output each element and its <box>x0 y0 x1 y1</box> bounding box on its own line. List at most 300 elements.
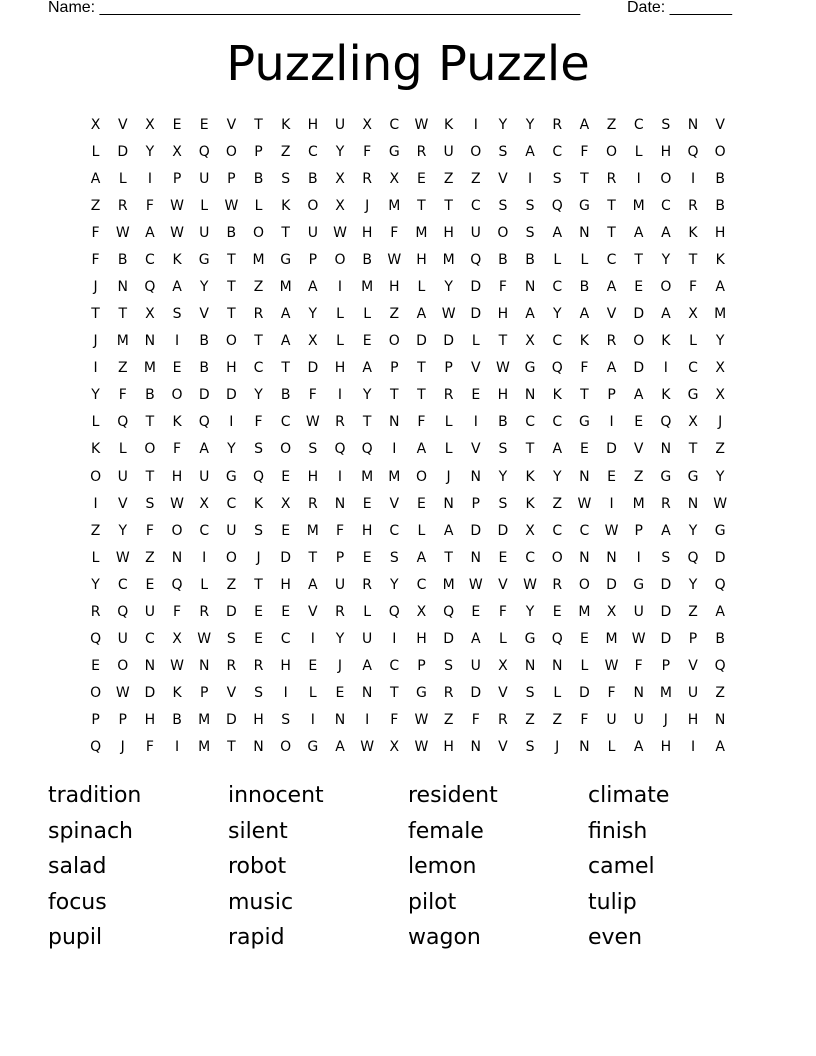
grid-letter: L <box>200 576 209 593</box>
grid-letter: K <box>90 441 101 458</box>
grid-letter: N <box>334 712 346 729</box>
grid-letter: D <box>280 549 292 566</box>
grid-letter: W <box>305 414 320 431</box>
word-list <box>48 778 768 956</box>
grid-letter: J <box>93 279 98 295</box>
grid-letter: B <box>145 387 155 404</box>
grid-letter: S <box>254 685 263 702</box>
grid-letter: E <box>417 495 426 512</box>
grid-letter: Q <box>117 603 129 620</box>
grid-letter: W <box>713 495 728 512</box>
grid-letter: I <box>310 712 315 729</box>
grid-letter: B <box>172 712 182 729</box>
grid-letter: K <box>525 468 535 485</box>
word-list-item: tradition <box>48 783 142 808</box>
grid-letter: F <box>91 251 100 268</box>
grid-letter: A <box>199 441 209 458</box>
grid-letter: D <box>470 685 482 702</box>
grid-letter: B <box>498 251 508 268</box>
grid-letter: I <box>93 495 98 512</box>
grid-letter: O <box>388 333 400 350</box>
grid-letter: C <box>389 116 400 133</box>
grid-letter: T <box>308 549 318 566</box>
grid-letter: Y <box>688 576 698 593</box>
grid-letter: M <box>605 631 618 648</box>
grid-letter: S <box>661 116 671 133</box>
grid-letter: C <box>226 495 237 512</box>
grid-letter: N <box>687 495 699 512</box>
grid-letter: M <box>361 468 374 485</box>
grid-letter: M <box>252 251 265 268</box>
grid-letter: C <box>307 143 318 160</box>
grid-letter: P <box>471 495 480 512</box>
grid-letter: J <box>93 333 98 350</box>
grid-letter: Y <box>390 576 399 593</box>
grid-letter: T <box>417 197 426 214</box>
grid-letter: P <box>308 251 318 268</box>
grid-letter: K <box>579 333 589 350</box>
grid-letter: R <box>688 197 698 214</box>
grid-letter: A <box>308 576 318 593</box>
grid-letter: Y <box>145 143 155 160</box>
grid-letter: Q <box>551 631 563 648</box>
grid-letter: Q <box>198 414 210 431</box>
grid-letter: A <box>715 603 725 620</box>
grid-letter: E <box>471 387 481 404</box>
grid-letter: B <box>199 333 209 350</box>
grid-letter: J <box>555 739 560 756</box>
grid-letter: E <box>308 658 318 675</box>
grid-letter: D <box>660 603 672 620</box>
grid-letter: N <box>361 685 373 702</box>
grid-letter: W <box>170 658 184 675</box>
grid-letter: T <box>145 414 155 431</box>
grid-letter: T <box>390 387 399 404</box>
grid-letter: T <box>118 306 128 323</box>
grid-letter: E <box>607 468 616 485</box>
grid-letter: A <box>525 306 535 323</box>
grid-letter: Q <box>443 603 455 620</box>
grid-letter: H <box>361 522 373 539</box>
grid-letter: Z <box>145 549 155 566</box>
grid-letter: E <box>471 603 481 620</box>
grid-letter: M <box>198 712 211 729</box>
grid-letter: A <box>715 279 725 295</box>
grid-letter: Q <box>198 143 210 160</box>
grid-letter: Q <box>470 251 482 268</box>
grid-letter: C <box>389 522 400 539</box>
grid-letter: T <box>227 739 236 756</box>
grid-letter: T <box>580 170 589 187</box>
grid-letter: R <box>90 603 101 620</box>
grid-letter: O <box>307 197 319 214</box>
grid-letter: S <box>145 495 155 512</box>
grid-letter: I <box>365 712 370 729</box>
grid-letter: S <box>498 495 508 512</box>
grid-letter: W <box>414 739 429 756</box>
grid-letter: G <box>687 468 699 485</box>
grid-letter: D <box>416 333 427 350</box>
grid-letter: D <box>606 576 617 593</box>
grid-letter: I <box>337 468 343 485</box>
grid-letter: W <box>224 197 239 214</box>
grid-letter: R <box>253 306 264 323</box>
grid-letter: C <box>552 333 563 350</box>
grid-letter: G <box>388 143 400 160</box>
grid-letter: P <box>607 387 616 404</box>
grid-letter: L <box>200 197 209 214</box>
grid-letter: I <box>473 116 478 133</box>
grid-letter: G <box>225 468 237 485</box>
grid-letter: W <box>631 631 646 648</box>
grid-letter: G <box>578 197 590 214</box>
grid-letter: U <box>117 631 128 648</box>
grid-letter: C <box>552 414 563 431</box>
grid-letter: Q <box>388 603 400 620</box>
grid-letter: Z <box>280 143 291 160</box>
grid-letter: Z <box>552 712 563 729</box>
grid-letter: Q <box>90 739 102 756</box>
grid-letter: Q <box>714 576 726 593</box>
grid-letter: J <box>120 739 125 756</box>
grid-letter: D <box>660 576 672 593</box>
grid-letter: V <box>633 441 644 458</box>
grid-letter: C <box>416 576 427 593</box>
grid-letter: L <box>336 333 344 350</box>
grid-letter: B <box>579 279 590 295</box>
grid-letter: I <box>310 631 315 648</box>
grid-letter: S <box>281 170 291 187</box>
grid-letter: X <box>525 333 535 350</box>
word-list-item: music <box>228 889 294 915</box>
grid-letter: M <box>361 279 374 295</box>
grid-letter: W <box>170 197 184 214</box>
grid-letter: N <box>117 279 128 295</box>
grid-letter: L <box>118 170 127 187</box>
grid-letter: V <box>226 116 237 133</box>
grid-letter: Q <box>687 549 699 566</box>
grid-letter: A <box>552 224 563 241</box>
grid-letter: Y <box>444 279 453 295</box>
grid-letter: Y <box>335 631 345 648</box>
grid-letter: G <box>687 387 699 404</box>
grid-letter: B <box>525 251 535 268</box>
grid-letter: F <box>308 387 317 404</box>
grid-letter: L <box>580 658 589 675</box>
date-field[interactable]: Date: _______ <box>627 0 732 16</box>
grid-letter: M <box>415 224 428 241</box>
grid-letter: O <box>280 739 292 756</box>
grid-letter: K <box>172 251 182 268</box>
grid-letter: N <box>579 224 590 241</box>
grid-letter: D <box>225 387 237 404</box>
grid-letter: F <box>688 279 698 295</box>
grid-letter: F <box>390 224 399 241</box>
grid-letter: N <box>253 739 264 756</box>
grid-letter: H <box>280 658 291 675</box>
grid-letter: B <box>715 197 725 214</box>
grid-letter: T <box>254 116 263 133</box>
grid-letter: W <box>604 522 619 539</box>
grid-letter: Y <box>715 333 725 350</box>
grid-letter: N <box>334 495 346 512</box>
grid-letter: O <box>144 441 156 458</box>
grid-letter: V <box>498 685 508 702</box>
grid-letter: Z <box>443 712 454 729</box>
grid-letter: I <box>202 549 207 566</box>
grid-letter: X <box>688 306 698 323</box>
letter-grid <box>82 111 734 761</box>
grid-letter: S <box>254 522 263 539</box>
grid-letter: M <box>143 360 156 377</box>
grid-letter: A <box>633 387 644 404</box>
grid-letter: T <box>688 251 698 268</box>
grid-letter: H <box>307 468 319 485</box>
grid-letter: X <box>308 333 318 350</box>
grid-letter: N <box>633 685 644 702</box>
grid-letter: N <box>606 549 617 566</box>
grid-letter: F <box>498 279 507 295</box>
grid-letter: N <box>144 333 156 350</box>
grid-letter: V <box>389 495 400 512</box>
grid-letter: Y <box>498 468 508 485</box>
grid-letter: L <box>553 251 562 268</box>
grid-letter: R <box>498 712 508 729</box>
grid-letter: A <box>362 658 372 675</box>
grid-letter: S <box>661 549 671 566</box>
grid-letter: W <box>414 712 429 729</box>
grid-letter: L <box>607 739 616 756</box>
grid-letter: E <box>498 549 508 566</box>
grid-letter: F <box>607 685 616 702</box>
grid-letter: C <box>145 251 155 268</box>
grid-letter: C <box>199 522 210 539</box>
grid-letter: D <box>660 631 672 648</box>
grid-letter: W <box>197 631 212 648</box>
grid-letter: W <box>333 224 347 241</box>
grid-letter: S <box>525 224 535 241</box>
grid-letter: S <box>498 197 508 214</box>
grid-letter: U <box>470 658 481 675</box>
grid-letter: U <box>199 468 210 485</box>
grid-letter: E <box>145 576 155 593</box>
grid-letter: A <box>470 631 481 648</box>
grid-letter: R <box>443 387 454 404</box>
grid-letter: E <box>634 414 644 431</box>
grid-letter: Z <box>715 685 725 702</box>
grid-letter: K <box>688 224 698 241</box>
grid-letter: A <box>525 143 535 160</box>
grid-letter: M <box>388 197 401 214</box>
grid-letter: O <box>660 279 672 295</box>
grid-letter: U <box>117 468 128 485</box>
word-list-item: climate <box>588 783 670 808</box>
grid-letter: Q <box>551 360 563 377</box>
grid-letter: L <box>444 414 453 431</box>
grid-letter: S <box>525 685 535 702</box>
grid-letter: X <box>172 143 182 160</box>
grid-letter: Z <box>552 495 563 512</box>
grid-letter: G <box>198 251 210 268</box>
word-list-item: rapid <box>228 925 285 951</box>
grid-letter: Q <box>171 576 183 593</box>
grid-letter: B <box>117 251 128 268</box>
grid-letter: I <box>283 685 288 702</box>
grid-letter: Y <box>362 387 372 404</box>
grid-letter: Y <box>688 522 698 539</box>
grid-letter: U <box>226 522 237 539</box>
grid-letter: X <box>145 116 155 133</box>
grid-letter: N <box>443 495 454 512</box>
grid-letter: C <box>688 360 698 377</box>
grid-letter: O <box>253 224 265 241</box>
grid-letter: A <box>661 224 671 241</box>
grid-letter: V <box>498 170 508 187</box>
grid-letter: Q <box>551 197 563 214</box>
grid-letter: S <box>498 143 508 160</box>
grid-letter: D <box>633 360 645 377</box>
grid-letter: H <box>280 576 291 593</box>
grid-letter: I <box>636 549 641 566</box>
grid-letter: D <box>497 522 509 539</box>
grid-letter: W <box>468 576 483 593</box>
grid-letter: T <box>362 414 372 431</box>
grid-letter: J <box>663 712 668 729</box>
grid-letter: L <box>91 549 100 566</box>
grid-letter: Q <box>144 279 156 295</box>
name-field[interactable]: Name: ______________________________________________________ <box>48 0 581 16</box>
grid-letter: T <box>444 197 453 214</box>
grid-letter: L <box>444 441 453 458</box>
grid-letter: Z <box>688 603 698 620</box>
grid-letter: H <box>443 224 454 241</box>
grid-letter: Z <box>443 170 454 187</box>
grid-letter: O <box>117 658 129 675</box>
word-list-item: innocent <box>228 783 324 808</box>
grid-letter: O <box>225 333 237 350</box>
grid-letter: H <box>714 224 726 241</box>
grid-letter: L <box>308 685 317 702</box>
grid-letter: A <box>280 306 291 323</box>
grid-letter: X <box>416 603 427 620</box>
word-list-item: female <box>408 818 484 844</box>
grid-letter: D <box>117 143 129 160</box>
word-list-item: focus <box>48 889 107 915</box>
grid-letter: Q <box>660 414 672 431</box>
grid-letter: O <box>171 387 183 404</box>
grid-letter: V <box>226 685 237 702</box>
grid-letter: M <box>632 197 645 214</box>
grid-letter: E <box>335 685 345 702</box>
grid-letter: A <box>579 306 590 323</box>
grid-letter: R <box>606 170 617 187</box>
grid-letter: E <box>281 603 291 620</box>
grid-letter: N <box>551 658 563 675</box>
grid-letter: A <box>606 360 617 377</box>
grid-letter: T <box>254 576 263 593</box>
grid-letter: Z <box>470 170 481 187</box>
grid-letter: X <box>606 603 617 620</box>
grid-letter: K <box>253 495 264 512</box>
grid-letter: X <box>172 631 182 648</box>
word-list-item: silent <box>228 818 288 844</box>
grid-letter: D <box>443 333 454 350</box>
grid-letter: Z <box>715 441 725 458</box>
grid-letter: H <box>307 116 319 133</box>
grid-letter: K <box>281 197 291 214</box>
grid-letter: C <box>253 360 264 377</box>
grid-letter: N <box>714 712 726 729</box>
grid-letter: W <box>115 224 130 241</box>
grid-letter: T <box>498 333 508 350</box>
grid-letter: I <box>229 414 234 431</box>
grid-letter: E <box>579 441 589 458</box>
grid-letter: R <box>606 333 617 350</box>
grid-letter: D <box>443 631 454 648</box>
grid-letter: E <box>362 333 372 350</box>
grid-letter: L <box>417 522 426 539</box>
grid-letter: K <box>172 685 182 702</box>
grid-letter: U <box>334 116 346 133</box>
grid-letter: E <box>172 360 182 377</box>
grid-letter: N <box>579 468 590 485</box>
grid-letter: Y <box>308 306 318 323</box>
grid-letter: C <box>552 279 563 295</box>
grid-letter: O <box>334 251 346 268</box>
word-list-item: spinach <box>48 818 134 844</box>
grid-letter: H <box>144 712 156 729</box>
grid-letter: A <box>172 279 182 295</box>
grid-letter: V <box>199 306 209 323</box>
grid-letter: A <box>715 739 725 756</box>
grid-letter: E <box>281 522 291 539</box>
grid-letter: M <box>279 279 292 295</box>
grid-letter: P <box>335 549 345 566</box>
grid-letter: E <box>362 495 372 512</box>
grid-letter: K <box>525 495 535 512</box>
grid-letter: R <box>335 414 345 431</box>
grid-letter: Y <box>498 116 508 133</box>
grid-letter: R <box>362 170 372 187</box>
grid-letter: G <box>524 631 536 648</box>
grid-letter: P <box>417 658 426 675</box>
grid-letter: A <box>552 441 563 458</box>
grid-letter: Q <box>117 414 129 431</box>
grid-letter: T <box>390 685 399 702</box>
grid-letter: D <box>225 712 237 729</box>
grid-letter: D <box>144 685 156 702</box>
grid-letter: E <box>579 631 589 648</box>
grid-letter: X <box>362 116 372 133</box>
grid-letter: C <box>633 116 644 133</box>
grid-letter: F <box>471 712 480 729</box>
grid-letter: P <box>444 360 453 377</box>
grid-letter: B <box>362 251 372 268</box>
grid-letter: B <box>715 631 725 648</box>
grid-letter: J <box>337 658 343 675</box>
grid-letter: G <box>578 414 590 431</box>
grid-letter: U <box>362 631 373 648</box>
grid-letter: W <box>387 251 402 268</box>
grid-letter: V <box>715 116 725 133</box>
grid-letter: F <box>580 360 589 377</box>
grid-letter: M <box>116 333 129 350</box>
grid-letter: X <box>688 414 698 431</box>
grid-letter: F <box>417 414 426 431</box>
grid-letter: V <box>498 576 508 593</box>
grid-letter: T <box>145 468 155 485</box>
grid-letter: P <box>118 712 127 729</box>
